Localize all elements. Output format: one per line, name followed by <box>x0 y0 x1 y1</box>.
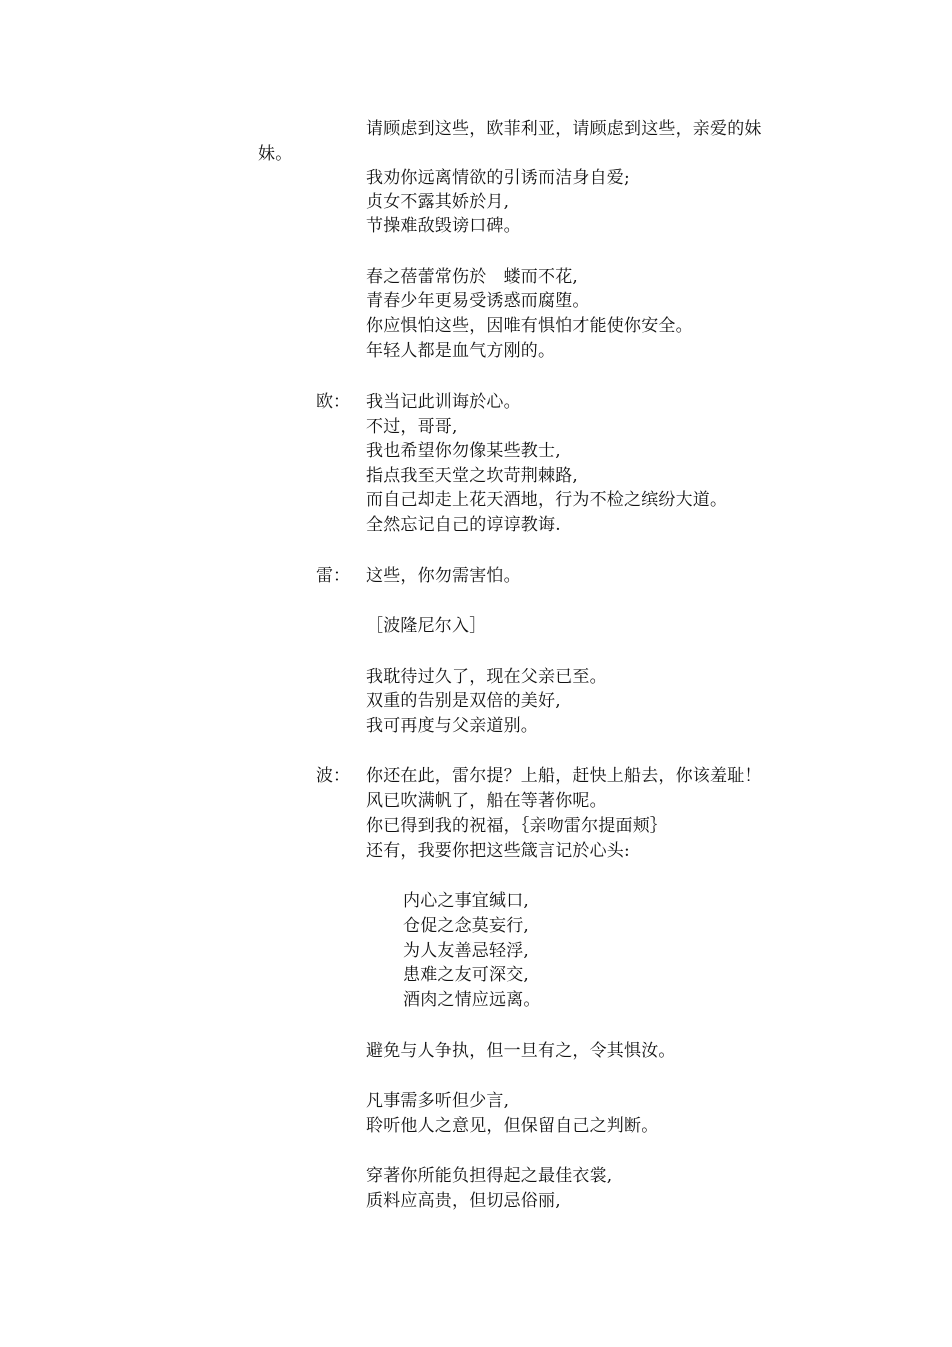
speaker-label: 波： <box>316 766 350 786</box>
text-line: 避免与人争执，但一旦有之，令其惧汝。 <box>366 1041 676 1061</box>
maxim-line: 为人友善忌轻浮, <box>403 941 530 961</box>
maxim-line: 患难之友可深交, <box>403 965 530 985</box>
text-line: 贞女不露其娇於月, <box>366 192 510 212</box>
text-line: 聆听他人之意见，但保留自己之判断。 <box>366 1116 659 1136</box>
text-line: 我耽待过久了，现在父亲已至。 <box>366 667 607 687</box>
speaker-label: 欧： <box>316 392 350 412</box>
text-line: 质料应高贵，但切忌俗丽, <box>366 1191 561 1211</box>
text-line: 指点我至天堂之坎苛荆棘路, <box>366 466 579 486</box>
text-line: 你应惧怕这些，因唯有惧怕才能使你安全。 <box>366 316 693 336</box>
text-line: 双重的告别是双倍的美好, <box>366 691 561 711</box>
text-line: 穿著你所能负担得起之最佳衣裳, <box>366 1166 613 1186</box>
text-line: 节操难敌毁谤口碑。 <box>366 216 521 236</box>
text-line: 妹。 <box>258 144 293 164</box>
text-line: 我可再度与父亲道别。 <box>366 716 538 736</box>
text-line: 而自己却走上花天酒地，行为不检之缤纷大道。 <box>366 490 728 510</box>
text-line: 年轻人都是血气方刚的。 <box>366 341 556 361</box>
text-line: 风已吹满帆了，船在等著你呢。 <box>366 791 607 811</box>
text-line: 凡事需多听但少言, <box>366 1091 510 1111</box>
text-line: 青春少年更易受诱惑而腐堕。 <box>366 291 590 311</box>
text-line: 请顾虑到这些，欧菲利亚，请顾虑到这些，亲爱的妹 <box>366 119 762 139</box>
text-line: 不过，哥哥, <box>366 417 458 437</box>
text-line: 全然忘记自己的谆谆教诲. <box>366 515 561 535</box>
maxim-line: 仓促之念莫妄行, <box>403 916 530 936</box>
text-line: 我也希望你勿像某些教士, <box>366 441 561 461</box>
maxim-line: 内心之事宜缄口, <box>403 891 530 911</box>
text-line: 我劝你远离情欲的引诱而洁身自爱; <box>366 168 630 188</box>
text-line: 还有，我要你把这些箴言记於心头: <box>366 841 630 861</box>
text-line: 你还在此，雷尔提？上船，赶快上船去，你该羞耻！ <box>366 766 762 786</box>
text-line: 这些，你勿需害怕。 <box>366 566 521 586</box>
stage-direction: ［波隆尼尔入］ <box>366 616 487 636</box>
text-line: 我当记此训诲於心。 <box>366 392 521 412</box>
text-line: 你已得到我的祝福，｛亲吻雷尔提面颊｝ <box>366 816 668 836</box>
text-line: 春之蓓蕾常伤於 蝼而不花, <box>366 267 579 287</box>
maxim-line: 酒肉之情应远离。 <box>403 990 541 1010</box>
speaker-label: 雷： <box>316 566 350 586</box>
